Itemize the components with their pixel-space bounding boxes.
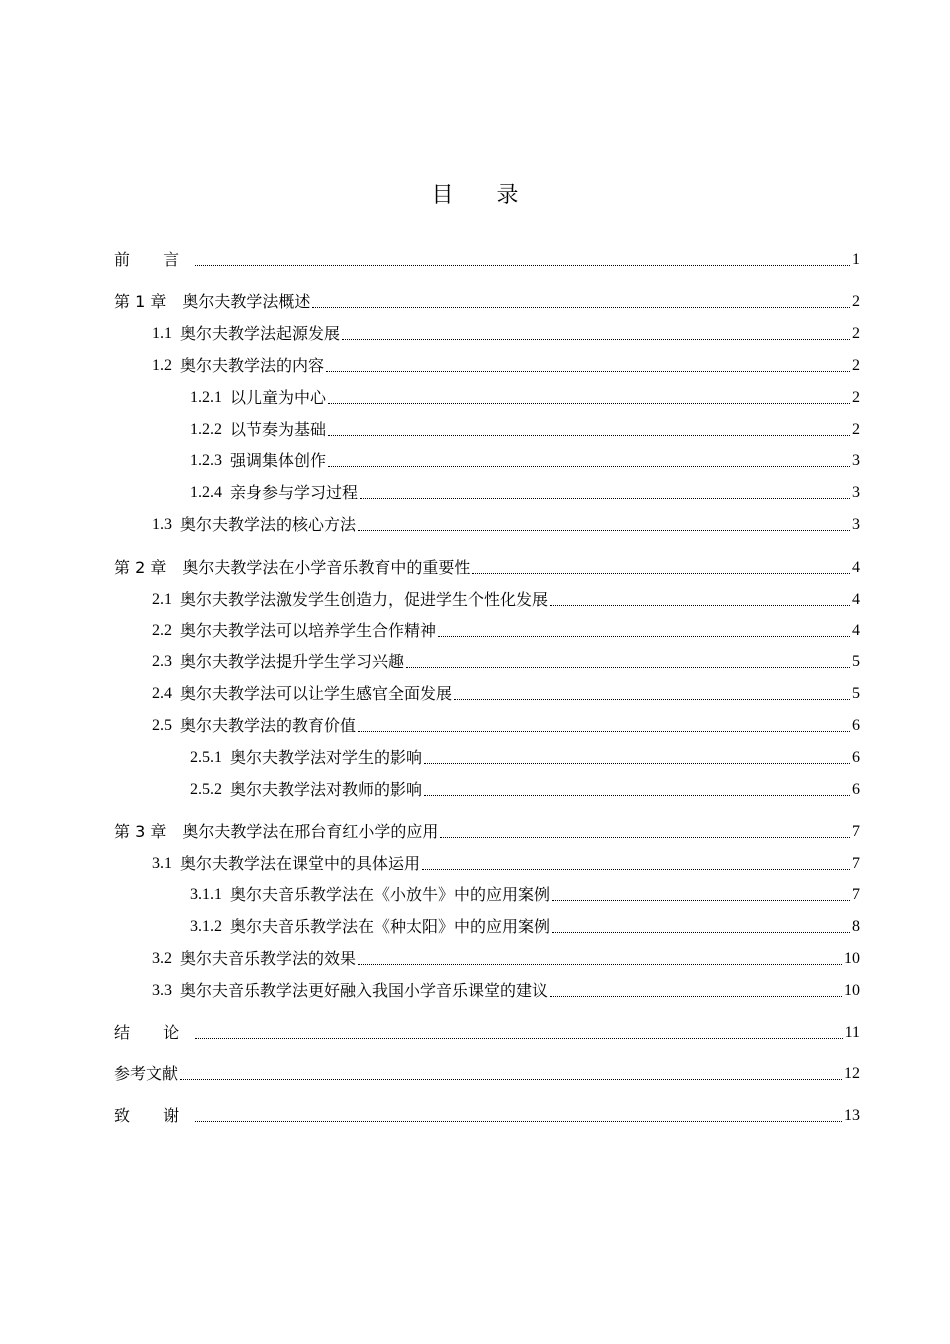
dot-leader <box>328 402 850 404</box>
toc-entry[interactable] <box>114 354 860 378</box>
toc-entry-label: 参考文献 <box>114 1064 179 1083</box>
toc-entry-page-number: 11 <box>844 1024 860 1041</box>
dot-leader <box>438 635 850 637</box>
toc-entry[interactable] <box>114 290 860 314</box>
toc-entry-page-number: 6 <box>852 781 860 798</box>
toc-entry-page-number: 2 <box>852 421 860 438</box>
dot-leader <box>472 572 850 574</box>
toc-entry[interactable] <box>114 1062 860 1086</box>
toc-entry-page-number: 5 <box>852 653 860 670</box>
toc-entry-number: 2.5.2 <box>190 781 222 798</box>
toc-entry-number: 1.2.2 <box>190 421 222 438</box>
toc-entry-page-number: 2 <box>852 293 860 310</box>
toc-entry-number: 2.4 <box>152 685 172 702</box>
toc-entry-label: 奥尔夫教学法的核心方法 <box>180 515 357 534</box>
toc-entry[interactable] <box>114 714 860 738</box>
toc-entry-page-number: 2 <box>852 357 860 374</box>
toc-entry-label: 奥尔夫音乐教学法的效果 <box>180 949 357 968</box>
toc-entry-label: 奥尔夫教学法提升学生学习兴趣 <box>180 652 405 671</box>
dot-leader <box>454 698 850 700</box>
toc-entry[interactable] <box>114 1021 860 1045</box>
toc-entry-label: 奥尔夫教学法可以让学生感官全面发展 <box>180 684 453 703</box>
toc-entry-page-number: 12 <box>844 1065 860 1082</box>
toc-entry-label: 奥尔夫教学法概述 <box>182 292 311 311</box>
toc-entry-number: 3.1.1 <box>190 886 222 903</box>
toc-entry-label: 奥尔夫教学法可以培养学生合作精神 <box>180 621 437 640</box>
toc-entry-number: 3.1.2 <box>190 918 222 935</box>
dot-leader <box>328 434 850 436</box>
dot-leader <box>406 666 850 668</box>
toc-entry-label: 以儿童为中心 <box>230 388 327 407</box>
toc-entry-page-number: 7 <box>852 823 860 840</box>
toc-entry-number: 3.1 <box>152 855 172 872</box>
toc-entry-label: 强调集体创作 <box>230 451 327 470</box>
toc-entry-page-number: 2 <box>852 389 860 406</box>
toc-entry-page-number: 10 <box>844 982 860 999</box>
toc-entry[interactable] <box>114 650 860 674</box>
toc-entry-label: 奥尔夫音乐教学法在《小放牛》中的应用案例 <box>230 885 551 904</box>
dot-leader <box>552 899 850 901</box>
toc-entry-page-number: 5 <box>852 685 860 702</box>
toc-entry[interactable] <box>114 386 860 410</box>
dot-leader <box>312 306 850 308</box>
toc-entry-number: 3.3 <box>152 982 172 999</box>
toc-entry[interactable] <box>114 556 860 580</box>
toc-entry[interactable] <box>114 322 860 346</box>
dot-leader <box>358 529 850 531</box>
dot-leader <box>424 762 850 764</box>
dot-leader <box>195 264 850 266</box>
toc-entry-page-number: 7 <box>852 886 860 903</box>
dot-leader <box>358 730 850 732</box>
dot-leader <box>195 1120 842 1122</box>
toc-entry[interactable] <box>114 619 860 643</box>
toc-title: 目 录 <box>431 183 537 208</box>
toc-entry-page-number: 8 <box>852 918 860 935</box>
dot-leader <box>440 836 850 838</box>
toc-entry-page-number: 3 <box>852 484 860 501</box>
toc-entry-number: 1.2.4 <box>190 484 222 501</box>
toc-entry-page-number: 6 <box>852 749 860 766</box>
toc-entry-number: 1.2.3 <box>190 452 222 469</box>
toc-entry[interactable] <box>114 746 860 770</box>
toc-entry-page-number: 13 <box>844 1107 860 1124</box>
toc-entry-page-number: 2 <box>852 325 860 342</box>
toc-entry-number: 1.2 <box>152 357 172 374</box>
toc-entry-label: 奥尔夫教学法对学生的影响 <box>230 748 423 767</box>
toc-entry-page-number: 3 <box>852 516 860 533</box>
toc-entry-number: 2.2 <box>152 622 172 639</box>
toc-entry-number: 3.2 <box>152 950 172 967</box>
toc-entry-page-number: 4 <box>852 622 860 639</box>
toc-entry[interactable] <box>114 979 860 1003</box>
toc-entry-label: 奥尔夫音乐教学法在《种太阳》中的应用案例 <box>230 917 551 936</box>
dot-leader <box>360 497 850 499</box>
toc-entry[interactable] <box>114 883 860 907</box>
toc-entry[interactable] <box>114 1104 860 1128</box>
toc-entry-label: 亲身参与学习过程 <box>230 483 359 502</box>
toc-entry-page-number: 10 <box>844 950 860 967</box>
toc-entry-label: 致 谢 <box>114 1106 194 1125</box>
toc-entry-label: 奥尔夫教学法起源发展 <box>180 324 341 343</box>
toc-entry-number: 2.5.1 <box>190 749 222 766</box>
toc-entry[interactable] <box>114 481 860 505</box>
toc-entry-label: 奥尔夫教学法的教育价值 <box>180 716 357 735</box>
toc-entry-label: 奥尔夫教学法的内容 <box>180 356 325 375</box>
toc-entry-number: 2.1 <box>152 591 172 608</box>
toc-entry-label: 前 言 <box>114 250 194 269</box>
dot-leader <box>328 465 850 467</box>
toc-entry[interactable] <box>114 449 860 473</box>
dot-leader <box>422 868 850 870</box>
toc-entry-number: 第 2 章 <box>114 558 167 577</box>
dot-leader <box>550 604 850 606</box>
toc-entry-number: 1.3 <box>152 516 172 533</box>
toc-entry-label: 结 论 <box>114 1023 194 1042</box>
toc-entry[interactable] <box>114 418 860 442</box>
toc-entry[interactable] <box>114 682 860 706</box>
toc-entry-label: 奥尔夫音乐教学法更好融入我国小学音乐课堂的建议 <box>180 981 549 1000</box>
dot-leader <box>424 794 850 796</box>
dot-leader <box>180 1078 842 1080</box>
toc-entry-label: 奥尔夫教学法激发学生创造力，促进学生个性化发展 <box>180 590 549 609</box>
toc-entry-number: 第 3 章 <box>114 822 167 841</box>
toc-entry-page-number: 4 <box>852 559 860 576</box>
toc-entry-number: 2.3 <box>152 653 172 670</box>
toc-entry-label: 奥尔夫教学法对教师的影响 <box>230 780 423 799</box>
toc-entry-number: 2.5 <box>152 717 172 734</box>
dot-leader <box>195 1037 843 1039</box>
toc-entry[interactable] <box>114 947 860 971</box>
toc-entry-label: 奥尔夫教学法在小学音乐教育中的重要性 <box>182 558 471 577</box>
dot-leader <box>552 931 850 933</box>
toc-entry-label: 奥尔夫教学法在邢台育红小学的应用 <box>182 822 439 841</box>
toc-entry[interactable] <box>114 588 860 612</box>
toc-entry[interactable] <box>114 820 860 844</box>
toc-entry-page-number: 4 <box>852 591 860 608</box>
table-of-contents <box>114 0 860 1344</box>
toc-entry-page-number: 1 <box>852 251 860 268</box>
toc-entry-number: 1.1 <box>152 325 172 342</box>
dot-leader <box>358 963 842 965</box>
dot-leader <box>550 995 842 997</box>
toc-entry-label: 以节奏为基础 <box>230 420 327 439</box>
toc-entry[interactable] <box>114 248 860 272</box>
toc-entry-number: 第 1 章 <box>114 292 167 311</box>
toc-entry-number: 1.2.1 <box>190 389 222 406</box>
toc-entry[interactable] <box>114 778 860 802</box>
toc-entry[interactable] <box>114 915 860 939</box>
toc-entry-label: 奥尔夫教学法在课堂中的具体运用 <box>180 854 421 873</box>
toc-entry[interactable] <box>114 852 860 876</box>
toc-entry[interactable] <box>114 513 860 537</box>
toc-entry-page-number: 3 <box>852 452 860 469</box>
toc-entry-page-number: 6 <box>852 717 860 734</box>
toc-entry-page-number: 7 <box>852 855 860 872</box>
dot-leader <box>326 370 850 372</box>
dot-leader <box>342 338 850 340</box>
